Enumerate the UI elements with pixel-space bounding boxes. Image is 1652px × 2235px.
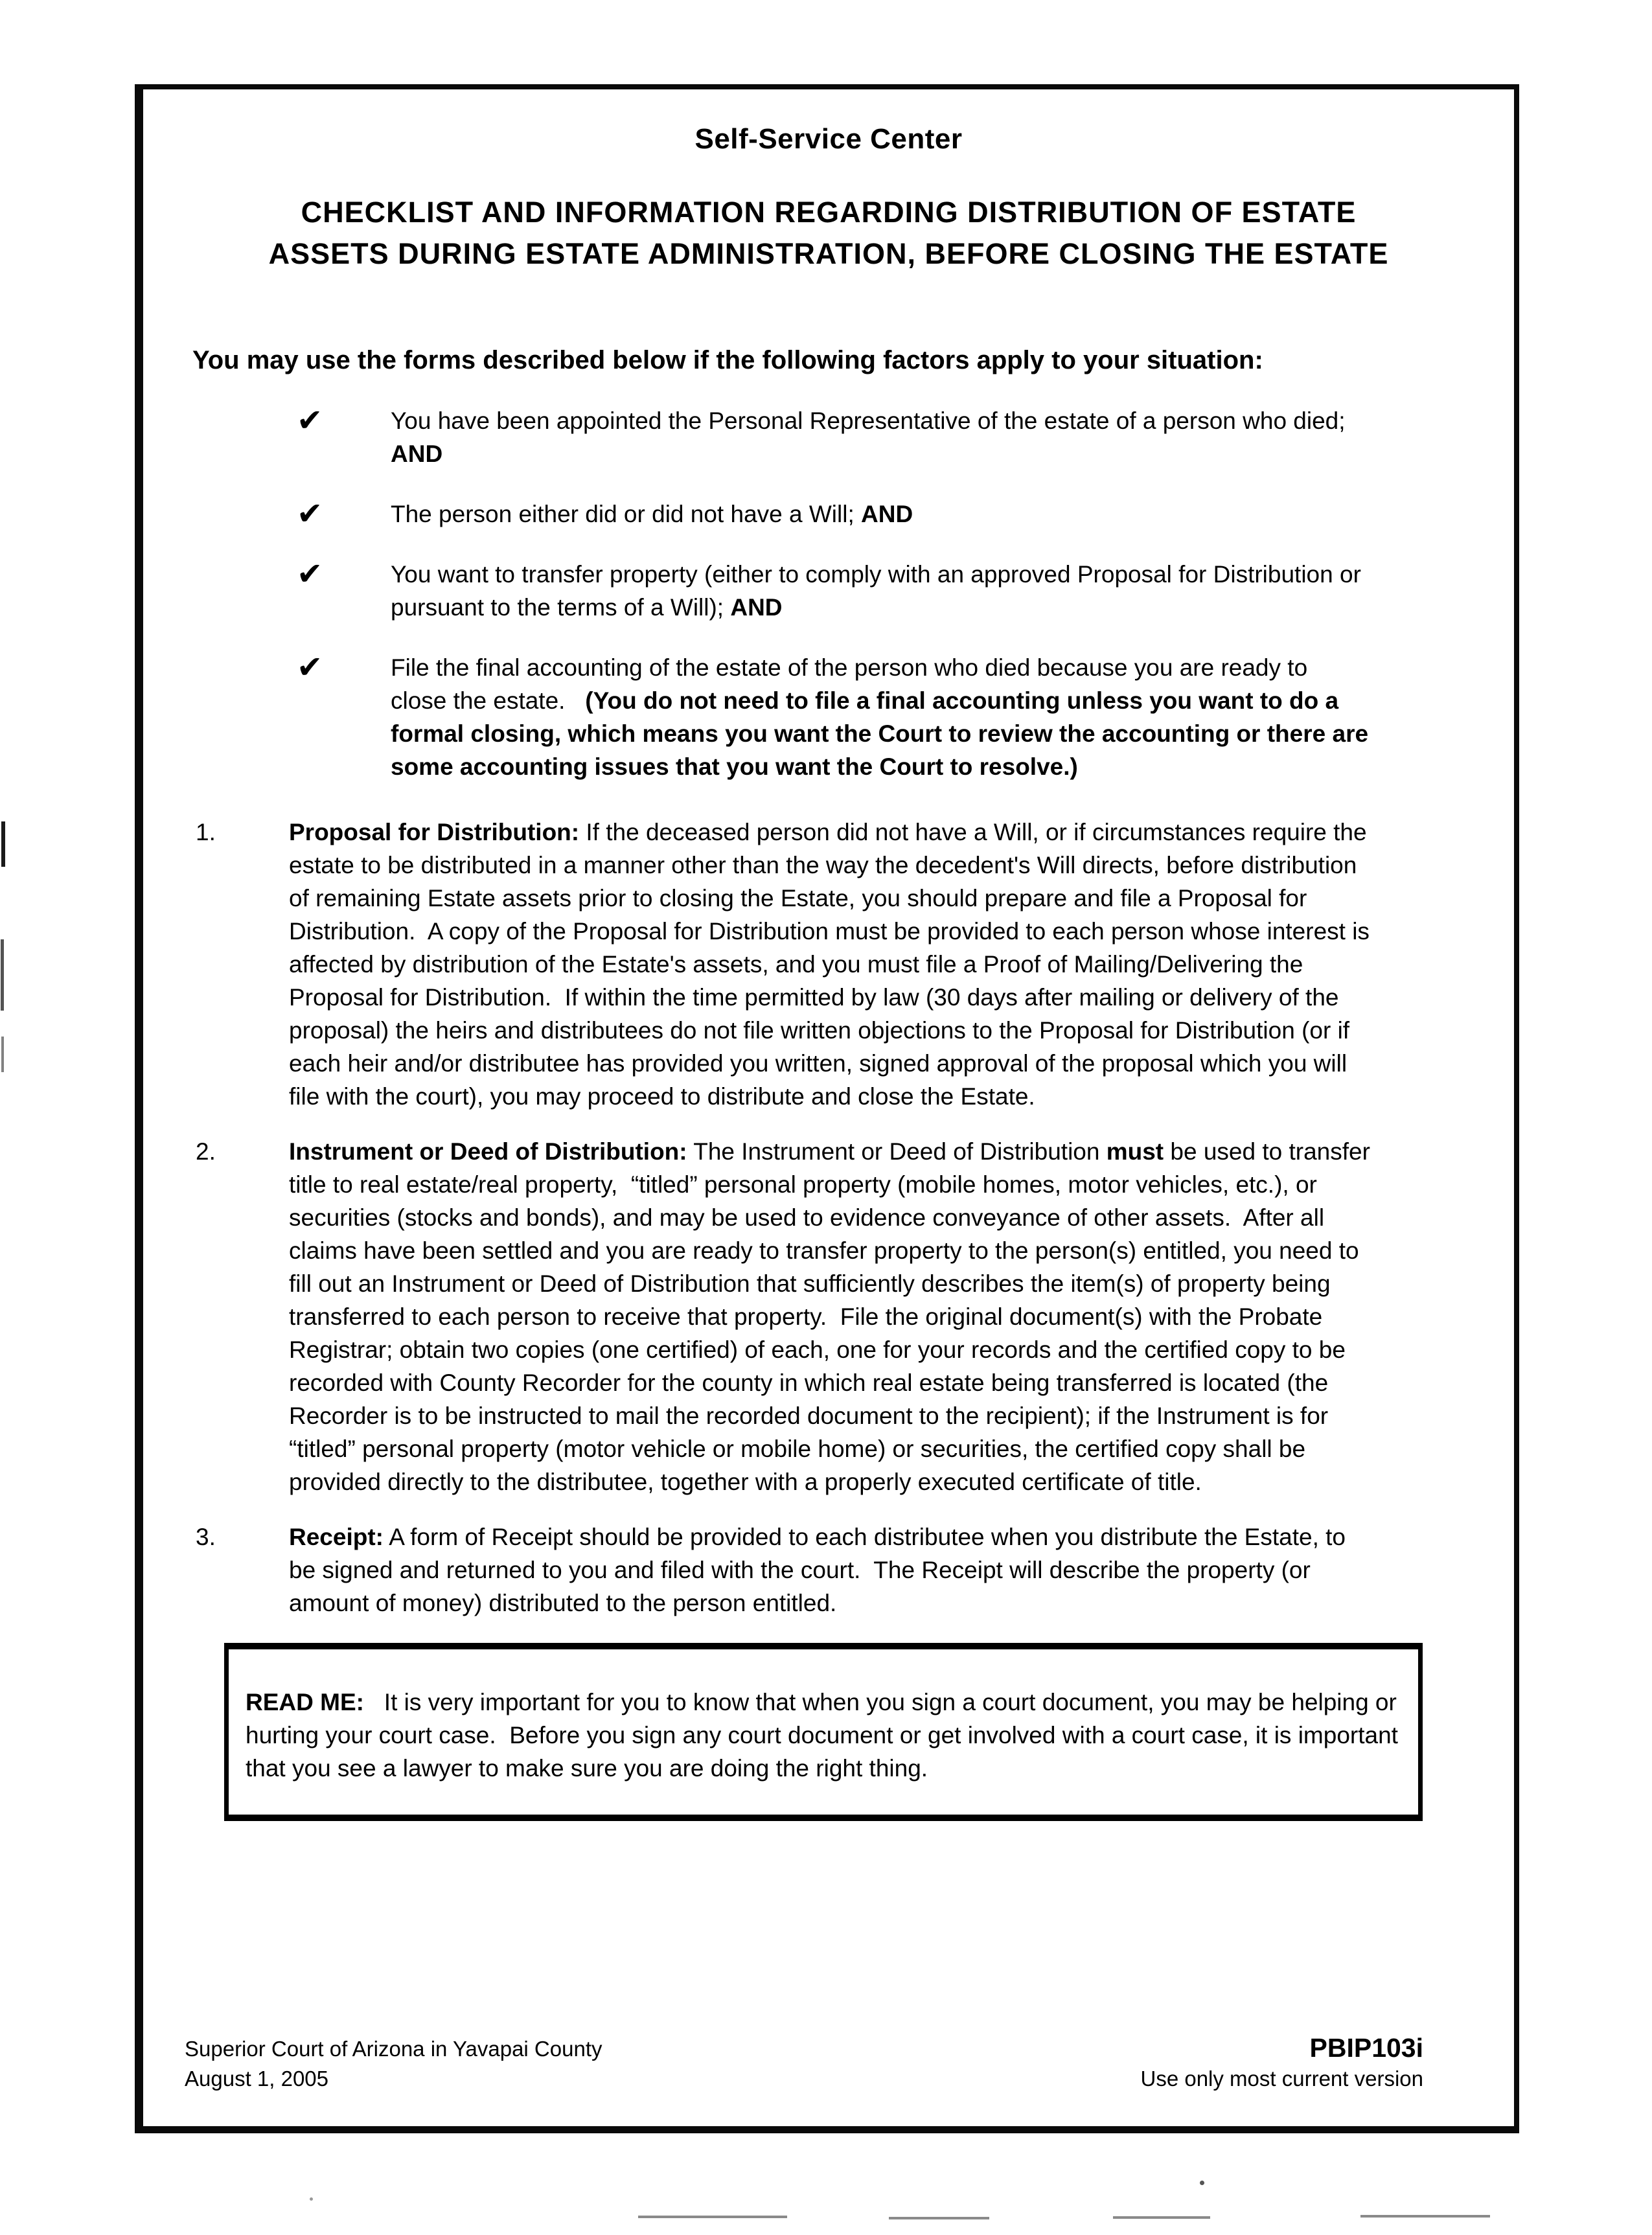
footer-court-name: Superior Court of Arizona in Yavapai County: [185, 2037, 602, 2061]
numbered-item: [196, 1135, 1514, 1498]
read-me-box: [224, 1643, 1423, 1821]
checkmark-icon: ✔: [297, 404, 323, 438]
footer-left: [185, 2034, 602, 2094]
document-page-border: [135, 84, 1519, 2133]
checklist-item: [297, 404, 1488, 470]
numbered-item-text: Instrument or Deed of Distribution: The Instrument or Deed of Distribution must be used to transfer title to real estate/real property, “titled” personal property (mobile homes, motor vehicles, etc.), or securities (stocks and bonds), and may be used to evidence conveyance of other assets. After all claims have been settled and you are ready to transfer property to the person(s) entitled, you need to fill out an Instrument or Deed of Distribution that sufficiently describes the item(s) of property being transferred to each person to receive that property. File the original document(s) with the Probate Registrar; obtain two copies (one certified) of each, one for your records and the certified copy to be recorded with County Recorder for the county in which real estate being transferred is located (the Recorder is to be instructed to mail the recorded document to the recipient); if the Instrument is for “titled” personal property (motor vehicle or mobile home) or securities, the certified copy shall be provided directly to the distributee, together with a properly executed certificate of title.: [289, 1138, 1377, 1495]
page-footer: [185, 2032, 1423, 2094]
document-heading: CHECKLIST AND INFORMATION REGARDING DISTRIBUTION OF ESTATE ASSETS DURING ESTATE ADMINISTRATION, BEFORE CLOSING THE ESTATE: [268, 196, 1389, 270]
checklist-item-text: The person either did or did not have a Will; AND: [391, 501, 913, 527]
read-me-text: READ ME: It is very important for you to know that when you sign a court document, you may be helping or hurting your court case. Before you sign any court document or get involved with a court case, it is important that you see a lawyer to make sure you are doing the right thing.: [246, 1689, 1405, 1782]
checklist-item-text: You have been appointed the Personal Representative of the estate of a person who died; AND: [391, 407, 1352, 467]
footer-form-code: PBIP103i: [1309, 2033, 1423, 2063]
intro-line: You may use the forms described below if the following factors apply to your situation:: [192, 346, 1263, 374]
checkmark-icon: ✔: [297, 497, 323, 531]
item-number: 1.: [196, 819, 216, 845]
numbered-item-text: Receipt: A form of Receipt should be provided to each distributee when you distribute the Estate, to be signed and returned to you and filed with the court. The Receipt will describe the property (or amount of money) distributed to the person entitled.: [289, 1524, 1353, 1616]
checkmark-icon: ✔: [297, 650, 323, 685]
item-number: 3.: [196, 1524, 216, 1550]
checkmark-icon: ✔: [297, 557, 323, 591]
numbered-item: [196, 1520, 1514, 1620]
footer-version-note: Use only most current version: [1140, 2067, 1423, 2091]
scan-artifact: [638, 2216, 787, 2218]
page-title: Self-Service Center: [694, 123, 963, 155]
scan-artifact: [1, 1037, 4, 1072]
scan-artifact: [1113, 2216, 1210, 2219]
scan-artifact: [1360, 2215, 1490, 2218]
scan-artifact: [1, 821, 5, 867]
checklist-item-text: You want to transfer property (either to comply with an approved Proposal for Distribution or pursuant to the terms of a Will); AND: [391, 561, 1368, 621]
scan-artifact: [310, 2197, 313, 2201]
checklist-item: [297, 498, 1488, 531]
checklist-item-text: File the final accounting of the estate of the person who died because you are ready to close the estate. (You do not need to file a final accounting unless you want to do a formal closing, which means you want the Court to review the accounting or there are some accounting issues that you want the Court to resolve.): [391, 654, 1375, 780]
scan-artifact: [1, 939, 4, 1011]
checklist-item: [297, 651, 1488, 783]
checklist-item: [297, 558, 1488, 624]
footer-date: August 1, 2005: [185, 2067, 329, 2091]
scan-artifact: [1200, 2181, 1204, 2185]
numbered-item: [196, 816, 1514, 1113]
scan-artifact: [889, 2217, 989, 2219]
item-number: 2.: [196, 1138, 216, 1165]
footer-right: [1141, 2032, 1424, 2094]
checklist: [143, 404, 1514, 783]
numbered-item-text: Proposal for Distribution: If the deceased person did not have a Will, or if circumstances require the estate to be distributed in a manner other than the way the decedent's Will directs, before distribution of remaining Estate assets prior to closing the Estate, you should prepare and file a Proposal for Distribution. A copy of the Proposal for Distribution must be provided to each person whose interest is affected by distribution of the Estate's assets, and you must file a Proof of Mailing/Delivering the Proposal for Distribution. If within the time permitted by law (30 days after mailing or delivery of the proposal) the heirs and distributees do not file written objections to the Proposal for Distribution (or if each heir and/or distributee has provided you written, signed approval of the proposal which you will file with the court), you may proceed to distribute and close the Estate.: [289, 819, 1377, 1110]
numbered-section: [143, 816, 1514, 1620]
